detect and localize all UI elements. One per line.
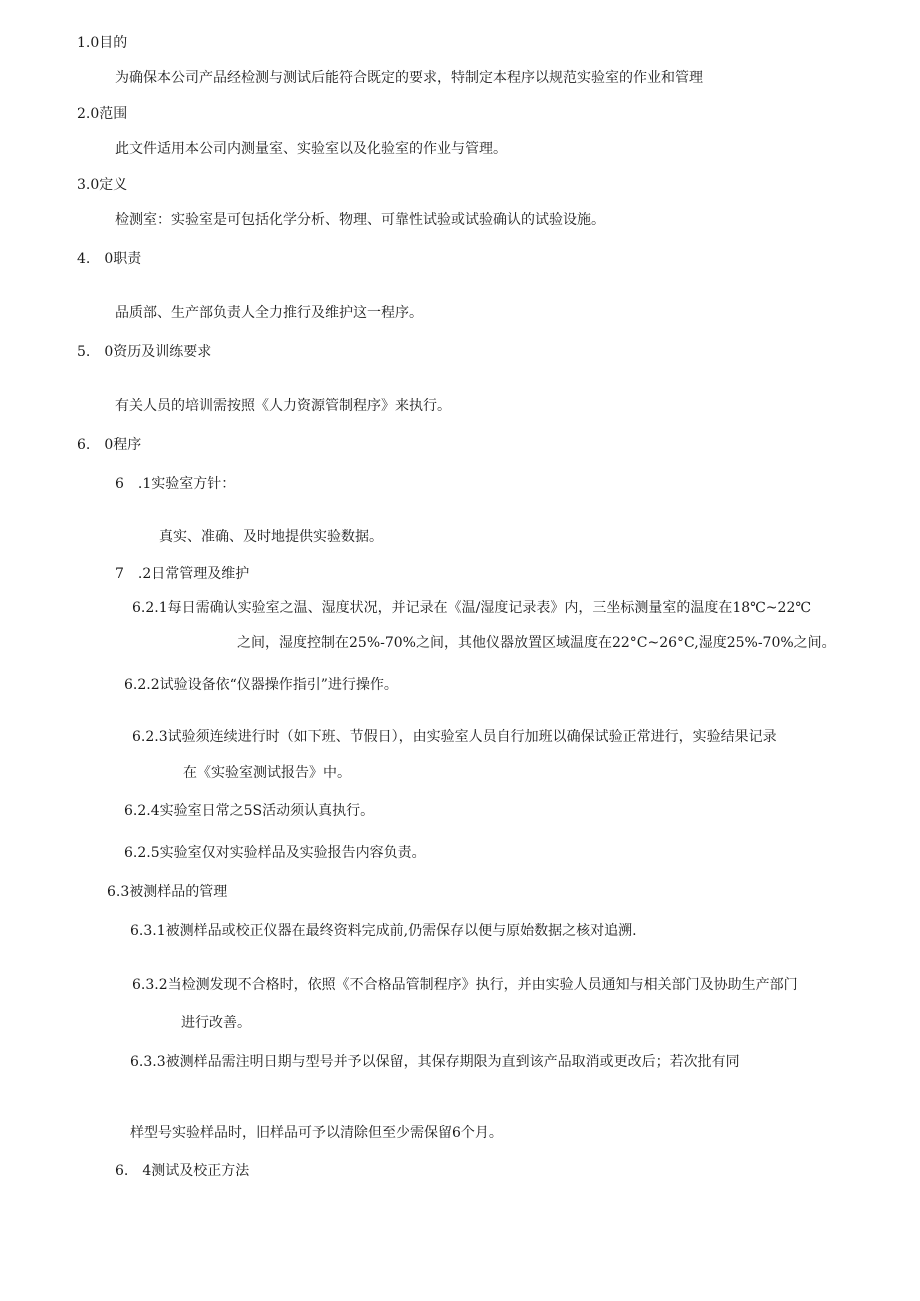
section-6-2-5: 6.2.5实验室仅对实验样品及实验报告内容负责。 [124,845,426,861]
section-6-1-heading: 6 .1实验室方针： [115,476,236,492]
section-1-heading: 1.0目的 [77,35,128,51]
section-6-3-3-line-2: 样型号实验样品时，旧样品可予以清除但至少需保留6个月。 [130,1125,503,1141]
section-6-2-3-line-2: 在《实验室测试报告》中。 [183,765,351,781]
section-6-3-3-line-1: 6.3.3被测样品需注明日期与型号并予以保留，其保存期限为直到该产品取消或更改后；若次批有同 [130,1054,740,1070]
section-5-heading: 5. 0资历及训练要求 [77,344,212,360]
section-6-2-2: 6.2.2试验设备依“仪器操作指引”进行操作。 [124,677,398,693]
section-3-heading: 3.0定义 [77,177,128,193]
section-2-heading: 2.0范围 [77,106,128,122]
section-6-4-heading: 6. 4测试及校正方法 [115,1163,250,1179]
section-4-body: 品质部、生产部负责人全力推行及维护这一程序。 [115,305,423,321]
section-6-heading: 6. 0程序 [77,437,142,453]
section-6-3-heading: 6.3被测样品的管理 [107,884,228,900]
section-3-body: 检测室：实验室是可包括化学分析、物理、可靠性试验或试验确认的试验设施。 [115,212,605,228]
section-6-1-body: 真实、准确、及时地提供实验数据。 [159,529,383,545]
section-5-body: 有关人员的培训需按照《人力资源管制程序》来执行。 [115,398,451,414]
section-6-3-1: 6.3.1被测样品或校正仪器在最终资料完成前,仍需保存以便与原始数据之核对追溯. [130,923,637,939]
section-6-3-2-line-2: 进行改善。 [181,1015,251,1031]
section-6-2-1-line-1: 6.2.1每日需确认实验室之温、湿度状况，并记录在《温/湿度记录表》内，三坐标测量室的温度在18℃~22℃ [132,600,812,616]
section-6-2-heading: 7 .2日常管理及维护 [115,566,250,582]
section-1-body: 为确保本公司产品经检测与测试后能符合既定的要求，特制定本程序以规范实验室的作业和管理 [115,70,703,86]
section-6-2-1-line-2: 之间，湿度控制在25%-70%之间，其他仪器放置区域温度在22°C~26°C,湿度25%-70%之间。 [237,635,836,651]
section-4-heading: 4. 0职责 [77,251,142,267]
section-2-body: 此文件适用本公司内测量室、实验室以及化验室的作业与管理。 [115,141,507,157]
section-6-3-2-line-1: 6.3.2当检测发现不合格时，依照《不合格品管制程序》执行，并由实验人员通知与相关部门及协助生产部门 [132,977,798,993]
section-6-2-3-line-1: 6.2.3试验须连续进行时（如下班、节假日），由实验室人员自行加班以确保试验正常进行，实验结果记录 [132,729,777,745]
section-6-2-4: 6.2.4实验室日常之5S活动须认真执行。 [124,803,375,819]
